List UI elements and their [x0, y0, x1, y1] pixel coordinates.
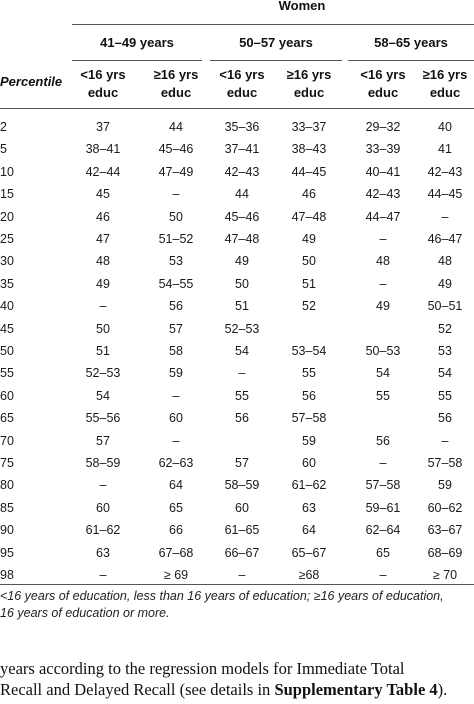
score-cell: 33–37 — [291, 120, 327, 134]
body-line-1: years according to the regression models for Immediate Total — [0, 659, 405, 678]
footnote-line-2: 16 years of education or more. — [0, 606, 170, 620]
table-row — [0, 362, 474, 385]
sub-header-5-line2: educ — [367, 85, 399, 100]
table-row — [0, 250, 474, 273]
percentile-cell: 45 — [0, 321, 14, 336]
score-cell: – — [99, 299, 107, 314]
score-cell: 44 — [235, 187, 249, 202]
score-cell: 44–47 — [365, 209, 401, 224]
score-cell: 57 — [169, 321, 183, 336]
score-cell: – — [238, 568, 246, 582]
score-cell: 50–51 — [427, 299, 463, 314]
score-cell: 54 — [235, 344, 249, 358]
score-cell: 56 — [438, 411, 452, 426]
score-cell: 56 — [235, 411, 249, 426]
sub-header-4-line1: ≥16 yrs — [286, 67, 332, 82]
score-cell: 49 — [438, 276, 452, 291]
score-cell: 60 — [302, 456, 316, 470]
score-cell: 66 — [169, 523, 183, 538]
score-cell: 65 — [376, 545, 390, 560]
percentile-cell: 5 — [0, 142, 7, 157]
score-cell: 61–62 — [85, 523, 121, 538]
percentile-header: Percentile — [0, 74, 63, 89]
score-cell: 44–45 — [427, 187, 463, 202]
score-cell: 48 — [96, 254, 110, 269]
score-cell: 61–65 — [224, 523, 260, 538]
table-row — [0, 340, 474, 363]
body-line-2 — [0, 679, 474, 700]
score-cell: 63 — [302, 500, 316, 515]
age-group-rule-1 — [72, 60, 202, 61]
score-cell: 38–43 — [291, 142, 327, 157]
percentile-cell: 98 — [0, 568, 14, 582]
score-cell: 63 — [96, 545, 110, 560]
score-cell: – — [172, 433, 180, 448]
score-cell: 60 — [96, 500, 110, 515]
score-cell: 48 — [438, 254, 452, 269]
score-cell: 59 — [302, 433, 316, 448]
score-cell: 49 — [376, 299, 390, 314]
age-group-rule-2 — [210, 60, 342, 61]
score-cell: 45–46 — [158, 142, 194, 157]
score-cell: 54–55 — [158, 276, 194, 291]
score-cell: 56 — [376, 433, 390, 448]
score-cell: 58–59 — [224, 478, 260, 493]
score-cell: 47–48 — [224, 232, 260, 246]
table-row — [0, 116, 474, 139]
score-cell: 57–58 — [291, 411, 327, 426]
percentile-cell: 55 — [0, 366, 14, 381]
score-cell: 49 — [235, 254, 249, 269]
sub-header-6-line2: educ — [429, 85, 461, 100]
score-cell: 52–53 — [85, 366, 121, 381]
score-cell: 49 — [302, 232, 316, 246]
score-cell: 57–58 — [427, 456, 463, 470]
percentile-cell: 35 — [0, 276, 14, 291]
score-cell: 56 — [169, 299, 183, 314]
score-cell: 42–43 — [365, 187, 401, 202]
score-cell: 37 — [96, 120, 110, 134]
score-cell: 60 — [235, 500, 249, 515]
table-row — [0, 206, 474, 229]
table-footnote — [0, 588, 474, 622]
age-group-header-1: 41–49 years — [100, 35, 174, 50]
score-cell: 52 — [302, 299, 316, 314]
score-cell: 60–62 — [427, 500, 463, 515]
age-group-rule-3 — [348, 60, 474, 61]
percentile-cell: 60 — [0, 388, 14, 403]
table-row — [0, 183, 474, 206]
score-cell: 59 — [438, 478, 452, 493]
score-cell: 68–69 — [427, 545, 463, 560]
percentile-cell: 30 — [0, 254, 14, 269]
sub-header-3 — [207, 66, 277, 102]
sub-header-5 — [348, 66, 418, 102]
score-cell: 49 — [96, 276, 110, 291]
score-cell: 38–41 — [85, 142, 121, 157]
score-cell: – — [379, 568, 387, 582]
score-cell: – — [172, 187, 180, 202]
percentile-cell: 85 — [0, 500, 14, 515]
score-cell: 57 — [96, 433, 110, 448]
body-paragraph — [0, 658, 474, 700]
score-cell: 48 — [376, 254, 390, 269]
score-cell: 61–62 — [291, 478, 327, 493]
percentile-cell: 20 — [0, 209, 14, 224]
score-cell: 55 — [438, 388, 452, 403]
score-cell: 55 — [302, 366, 316, 381]
score-cell: ≥68 — [298, 568, 320, 582]
score-cell: 50 — [302, 254, 316, 269]
table-row — [0, 161, 474, 184]
score-cell: 64 — [302, 523, 316, 538]
score-cell: – — [99, 478, 107, 493]
score-cell: 56 — [302, 388, 316, 403]
table-row — [0, 407, 474, 430]
score-cell: 51 — [235, 299, 249, 314]
score-cell: 53–54 — [291, 344, 327, 358]
body-line-2-suffix: ). — [437, 680, 448, 699]
score-cell: – — [172, 388, 180, 403]
percentile-cell: 40 — [0, 299, 14, 314]
table-row — [0, 295, 474, 318]
score-cell: 40 — [438, 120, 452, 134]
super-header-rule — [72, 24, 474, 25]
percentile-cell: 50 — [0, 344, 14, 358]
supplementary-table-reference[interactable]: Supplementary Table 4 — [274, 680, 438, 699]
score-cell: – — [379, 276, 387, 291]
table-row — [0, 542, 474, 565]
score-cell: – — [441, 433, 449, 448]
sub-header-2-line1: ≥16 yrs — [153, 67, 199, 82]
score-cell: 46 — [96, 209, 110, 224]
table-row — [0, 138, 474, 161]
percentile-cell: 65 — [0, 411, 14, 426]
score-cell: 45–46 — [224, 209, 260, 224]
score-cell: 62–64 — [365, 523, 401, 538]
sub-header-4 — [274, 66, 344, 102]
score-cell: – — [379, 456, 387, 470]
score-cell: 59 — [169, 366, 183, 381]
score-cell: – — [238, 366, 246, 381]
score-cell: 65 — [169, 500, 183, 515]
score-cell: – — [379, 232, 387, 246]
score-cell: 67–68 — [158, 545, 194, 560]
score-cell: 52 — [438, 321, 452, 336]
score-cell: 53 — [169, 254, 183, 269]
percentile-cell: 75 — [0, 456, 14, 470]
sub-header-3-line2: educ — [226, 85, 258, 100]
age-group-header-3: 58–65 years — [374, 35, 448, 50]
table-row — [0, 474, 474, 497]
score-cell: 50 — [235, 276, 249, 291]
table-row — [0, 318, 474, 341]
score-cell: 42–43 — [224, 164, 260, 179]
score-cell: 57 — [235, 456, 249, 470]
score-cell: 65–67 — [291, 545, 327, 560]
score-cell: 47–48 — [291, 209, 327, 224]
score-cell: 50 — [169, 209, 183, 224]
score-cell: 64 — [169, 478, 183, 493]
score-cell: 47–49 — [158, 164, 194, 179]
age-group-header-2: 50–57 years — [239, 35, 313, 50]
percentile-cell: 90 — [0, 523, 14, 538]
score-cell: 37–41 — [224, 142, 260, 157]
sub-header-6 — [410, 66, 474, 102]
score-cell: 55 — [376, 388, 390, 403]
score-cell: 57–58 — [365, 478, 401, 493]
score-cell: 55–56 — [85, 411, 121, 426]
percentile-cell: 70 — [0, 433, 14, 448]
score-cell: 46–47 — [427, 232, 463, 246]
sub-header-4-line2: educ — [293, 85, 325, 100]
score-cell: 60 — [169, 411, 183, 426]
super-header: Women — [278, 0, 326, 13]
sub-header-2-line2: educ — [160, 85, 192, 100]
score-cell: 54 — [96, 388, 110, 403]
score-cell: 53 — [438, 344, 452, 358]
score-cell: 45 — [96, 187, 110, 202]
table-bottom-rule — [0, 584, 474, 585]
table-row — [0, 452, 474, 475]
sub-header-1-line2: educ — [87, 85, 119, 100]
score-cell: 50 — [96, 321, 110, 336]
score-cell: 62–63 — [158, 456, 194, 470]
footnote-line-1: <16 years of education, less than 16 years of education; ≥16 years of education, — [0, 589, 444, 603]
score-cell: ≥ 69 — [163, 568, 189, 582]
sub-header-1-line1: <16 yrs — [80, 67, 126, 82]
score-cell: 59–61 — [365, 500, 401, 515]
score-cell: 54 — [438, 366, 452, 381]
table-row — [0, 228, 474, 251]
score-cell: 29–32 — [365, 120, 401, 134]
score-cell: – — [441, 209, 449, 224]
percentile-cell: 10 — [0, 164, 14, 179]
score-cell: 47 — [96, 232, 110, 246]
table-row — [0, 497, 474, 520]
score-cell: 52–53 — [224, 321, 260, 336]
percentile-cell: 80 — [0, 478, 14, 493]
score-cell: 51 — [96, 344, 110, 358]
score-cell: 63–67 — [427, 523, 463, 538]
header-bottom-rule — [0, 108, 474, 109]
percentile-cell: 2 — [0, 120, 7, 134]
score-cell: – — [99, 568, 107, 582]
table-row — [0, 430, 474, 453]
score-cell: 46 — [302, 187, 316, 202]
score-cell: 33–39 — [365, 142, 401, 157]
sub-header-5-line1: <16 yrs — [360, 67, 406, 82]
score-cell: ≥ 70 — [432, 568, 458, 582]
table-row — [0, 385, 474, 408]
score-cell: 50–53 — [365, 344, 401, 358]
percentile-cell: 25 — [0, 232, 14, 246]
sub-header-6-line1: ≥16 yrs — [422, 67, 468, 82]
sub-header-2 — [141, 66, 211, 102]
score-cell: 66–67 — [224, 545, 260, 560]
sub-header-3-line1: <16 yrs — [219, 67, 265, 82]
score-cell: 55 — [235, 388, 249, 403]
score-cell: 44–45 — [291, 164, 327, 179]
score-cell: 51–52 — [158, 232, 194, 246]
score-cell: 58–59 — [85, 456, 121, 470]
score-cell: 58 — [169, 344, 183, 358]
percentile-cell: 95 — [0, 545, 14, 560]
table-row — [0, 519, 474, 542]
score-cell: 35–36 — [224, 120, 260, 134]
score-cell: 51 — [302, 276, 316, 291]
score-cell: 54 — [376, 366, 390, 381]
percentile-cell: 15 — [0, 187, 14, 202]
sub-header-1 — [68, 66, 138, 102]
score-cell: 41 — [438, 142, 452, 157]
score-cell: 40–41 — [365, 164, 401, 179]
score-cell: 42–43 — [427, 164, 463, 179]
score-cell: 44 — [169, 120, 183, 134]
score-cell: 42–44 — [85, 164, 121, 179]
body-line-2-prefix: Recall and Delayed Recall (see details in — [0, 680, 275, 699]
table-row — [0, 273, 474, 296]
